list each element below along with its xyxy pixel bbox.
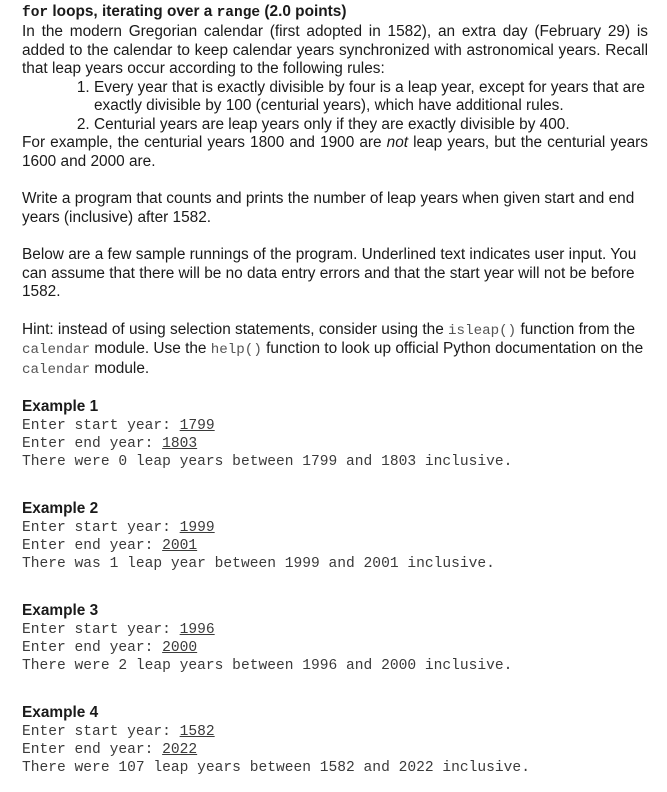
- leap-rules-list: [22, 79, 648, 135]
- hint-code-calendar: calendar: [22, 361, 91, 378]
- code-line-result: There were 0 leap years between 1799 and 1803 inclusive.: [22, 453, 513, 470]
- code-line-result: There were 2 leap years between 1996 and 2000 inclusive.: [22, 658, 513, 675]
- hint-text: function from the: [516, 320, 636, 338]
- title-text-1: loops, iterating over a: [48, 3, 217, 20]
- start-input-value: 1999: [179, 519, 215, 536]
- end-input-value: 2022: [162, 742, 198, 759]
- hint-code-calendar: calendar: [22, 342, 91, 358]
- code-line-start: [22, 519, 648, 537]
- title-keyword-for: for: [22, 5, 49, 21]
- code-line-end: [22, 435, 648, 453]
- example-paragraph: [22, 134, 648, 171]
- start-input-value: 1582: [179, 723, 215, 740]
- example-block: [22, 704, 648, 777]
- code-line-end: [22, 741, 648, 759]
- hint-text: Hint: instead of using selection statements, consider using the: [22, 320, 449, 338]
- example-emphasis: not: [386, 134, 409, 151]
- example-heading: Example 4: [22, 704, 99, 722]
- start-input-value: 1799: [179, 417, 215, 434]
- hint-code-help: help(): [210, 342, 262, 358]
- example-block: [22, 500, 648, 573]
- code-line-start: [22, 621, 648, 639]
- end-prompt: Enter end year:: [22, 537, 163, 554]
- example-block: [22, 602, 648, 675]
- end-prompt: Enter end year:: [22, 742, 163, 759]
- start-input-value: 1996: [179, 621, 215, 638]
- code-line-result: There were 107 leap years between 1582 and 2022 inclusive.: [22, 760, 530, 777]
- start-prompt: Enter start year:: [22, 519, 180, 536]
- code-line-result: There was 1 leap year between 1999 and 2001 inclusive.: [22, 556, 495, 573]
- task-paragraph: Write a program that counts and prints the number of leap years when given start and end years (inclusive) after 1582.: [22, 190, 635, 226]
- title-keyword-range: range: [216, 5, 261, 21]
- samples-note-paragraph: Below are a few sample runnings of the program. Underlined text indicates user input. You can assume that there will be no data entry errors and that the start year will not be before 1582.: [22, 246, 637, 300]
- end-prompt: Enter end year:: [22, 639, 163, 656]
- hint-text: module. Use the: [90, 340, 211, 357]
- end-input-value: 2001: [162, 537, 198, 554]
- start-prompt: Enter start year:: [22, 417, 180, 434]
- end-prompt: Enter end year:: [22, 435, 163, 452]
- example-heading: Example 2: [22, 500, 99, 518]
- section-title: [22, 2, 648, 23]
- end-input-value: 2000: [162, 639, 198, 656]
- end-input-value: 1803: [162, 435, 198, 452]
- leap-rule-item: 1. Every year that is exactly divisible by four is a leap year, except for years that are exactly divisible by 100 (centurial years), which have additional rules.: [94, 79, 648, 116]
- example-heading: Example 1: [22, 398, 99, 415]
- code-line-end: [22, 537, 648, 555]
- hint-code-isleap: isleap(): [448, 322, 517, 339]
- title-text-2: (2.0 points): [260, 3, 347, 20]
- code-line-start: [22, 417, 648, 435]
- example-block: [22, 398, 648, 471]
- code-line-end: [22, 639, 648, 657]
- example-text-pre: For example, the centurial years 1800 and 1900 are: [22, 134, 387, 151]
- leap-rule-item: 2. Centurial years are leap years only if they are exactly divisible by 400.: [94, 116, 648, 135]
- hint-paragraph: [22, 321, 648, 380]
- hint-text: module.: [90, 359, 150, 377]
- intro-paragraph: In the modern Gregorian calendar (first adopted in 1582), an extra day (February 29) is added to the calendar to keep calendar years synchronized with astronomical years. Recall that leap years occur according to the following rules:: [22, 23, 648, 77]
- hint-text: function to look up official Python documentation on the: [261, 340, 644, 357]
- document-page: [22, 2, 648, 777]
- example-text-post: leap years, but the centurial years 1600 and 2000 are.: [22, 134, 649, 170]
- start-prompt: Enter start year:: [22, 723, 180, 740]
- example-heading: Example 3: [22, 602, 99, 620]
- code-line-start: [22, 723, 648, 741]
- start-prompt: Enter start year:: [22, 621, 180, 638]
